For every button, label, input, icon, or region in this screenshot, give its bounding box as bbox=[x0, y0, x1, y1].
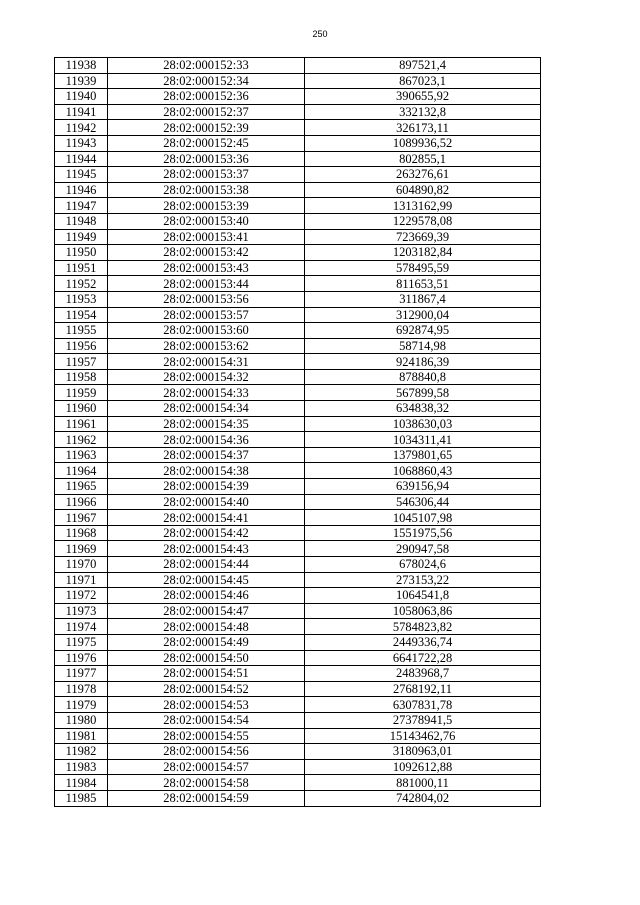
cadastral-number-cell: 28:02:000154:56 bbox=[108, 744, 305, 760]
row-number-cell: 11946 bbox=[55, 182, 108, 198]
cadastral-number-cell: 28:02:000154:50 bbox=[108, 650, 305, 666]
cadastral-number-cell: 28:02:000154:40 bbox=[108, 494, 305, 510]
value-cell: 742804,02 bbox=[305, 790, 541, 806]
value-cell: 802855,1 bbox=[305, 151, 541, 167]
cadastral-number-cell: 28:02:000153:62 bbox=[108, 338, 305, 354]
value-cell: 924186,39 bbox=[305, 354, 541, 370]
row-number-cell: 11962 bbox=[55, 432, 108, 448]
value-cell: 326173,11 bbox=[305, 120, 541, 136]
row-number-cell: 11978 bbox=[55, 681, 108, 697]
value-cell: 897521,4 bbox=[305, 58, 541, 74]
value-cell: 390655,92 bbox=[305, 89, 541, 105]
cadastral-number-cell: 28:02:000153:39 bbox=[108, 198, 305, 214]
value-cell: 604890,82 bbox=[305, 182, 541, 198]
table-row bbox=[55, 463, 541, 479]
cadastral-number-cell: 28:02:000154:41 bbox=[108, 510, 305, 526]
table-row bbox=[55, 525, 541, 541]
value-cell: 1045107,98 bbox=[305, 510, 541, 526]
row-number-cell: 11942 bbox=[55, 120, 108, 136]
row-number-cell: 11985 bbox=[55, 790, 108, 806]
table-row bbox=[55, 120, 541, 136]
cadastral-number-cell: 28:02:000153:56 bbox=[108, 291, 305, 307]
value-cell: 1038630,03 bbox=[305, 416, 541, 432]
row-number-cell: 11950 bbox=[55, 245, 108, 261]
value-cell: 27378941,5 bbox=[305, 712, 541, 728]
cadastral-number-cell: 28:02:000152:39 bbox=[108, 120, 305, 136]
table-row bbox=[55, 744, 541, 760]
value-cell: 634838,32 bbox=[305, 401, 541, 417]
cadastral-number-cell: 28:02:000154:59 bbox=[108, 790, 305, 806]
cadastral-number-cell: 28:02:000154:48 bbox=[108, 619, 305, 635]
value-cell: 1313162,99 bbox=[305, 198, 541, 214]
cadastral-number-cell: 28:02:000154:37 bbox=[108, 447, 305, 463]
table-row bbox=[55, 634, 541, 650]
row-number-cell: 11944 bbox=[55, 151, 108, 167]
cadastral-number-cell: 28:02:000154:33 bbox=[108, 385, 305, 401]
cadastral-number-cell: 28:02:000154:58 bbox=[108, 775, 305, 791]
cadastral-number-cell: 28:02:000154:46 bbox=[108, 588, 305, 604]
row-number-cell: 11964 bbox=[55, 463, 108, 479]
row-number-cell: 11966 bbox=[55, 494, 108, 510]
cadastral-number-cell: 28:02:000152:33 bbox=[108, 58, 305, 74]
value-cell: 578495,59 bbox=[305, 260, 541, 276]
value-cell: 2768192,11 bbox=[305, 681, 541, 697]
row-number-cell: 11973 bbox=[55, 603, 108, 619]
row-number-cell: 11969 bbox=[55, 541, 108, 557]
value-cell: 290947,58 bbox=[305, 541, 541, 557]
cadastral-number-cell: 28:02:000154:34 bbox=[108, 401, 305, 417]
cadastral-number-cell: 28:02:000154:35 bbox=[108, 416, 305, 432]
cadastral-number-cell: 28:02:000154:57 bbox=[108, 759, 305, 775]
value-cell: 58714,98 bbox=[305, 338, 541, 354]
row-number-cell: 11957 bbox=[55, 354, 108, 370]
cadastral-number-cell: 28:02:000154:55 bbox=[108, 728, 305, 744]
cadastral-number-cell: 28:02:000153:57 bbox=[108, 307, 305, 323]
value-cell: 1092612,88 bbox=[305, 759, 541, 775]
table-row bbox=[55, 494, 541, 510]
table-row bbox=[55, 666, 541, 682]
table-row bbox=[55, 354, 541, 370]
table-row bbox=[55, 697, 541, 713]
row-number-cell: 11943 bbox=[55, 135, 108, 151]
cadastral-number-cell: 28:02:000154:47 bbox=[108, 603, 305, 619]
row-number-cell: 11979 bbox=[55, 697, 108, 713]
row-number-cell: 11968 bbox=[55, 525, 108, 541]
value-cell: 867023,1 bbox=[305, 73, 541, 89]
row-number-cell: 11980 bbox=[55, 712, 108, 728]
table-row bbox=[55, 182, 541, 198]
row-number-cell: 11951 bbox=[55, 260, 108, 276]
value-cell: 639156,94 bbox=[305, 479, 541, 495]
value-cell: 5784823,82 bbox=[305, 619, 541, 635]
cadastral-number-cell: 28:02:000153:40 bbox=[108, 213, 305, 229]
value-cell: 567899,58 bbox=[305, 385, 541, 401]
row-number-cell: 11949 bbox=[55, 229, 108, 245]
row-number-cell: 11948 bbox=[55, 213, 108, 229]
cadastral-number-cell: 28:02:000154:32 bbox=[108, 369, 305, 385]
cadastral-number-cell: 28:02:000154:45 bbox=[108, 572, 305, 588]
row-number-cell: 11981 bbox=[55, 728, 108, 744]
cadastral-number-cell: 28:02:000153:38 bbox=[108, 182, 305, 198]
cadastral-number-cell: 28:02:000153:36 bbox=[108, 151, 305, 167]
row-number-cell: 11940 bbox=[55, 89, 108, 105]
table-row bbox=[55, 447, 541, 463]
row-number-cell: 11955 bbox=[55, 323, 108, 339]
cadastral-number-cell: 28:02:000152:36 bbox=[108, 89, 305, 105]
value-cell: 6307831,78 bbox=[305, 697, 541, 713]
row-number-cell: 11965 bbox=[55, 479, 108, 495]
row-number-cell: 11953 bbox=[55, 291, 108, 307]
page-number: 250 bbox=[312, 29, 328, 39]
table-row bbox=[55, 89, 541, 105]
table-row bbox=[55, 229, 541, 245]
cadastral-number-cell: 28:02:000152:37 bbox=[108, 104, 305, 120]
cadastral-number-cell: 28:02:000154:44 bbox=[108, 557, 305, 573]
value-cell: 2449336,74 bbox=[305, 634, 541, 650]
table-row bbox=[55, 432, 541, 448]
row-number-cell: 11961 bbox=[55, 416, 108, 432]
table-row bbox=[55, 291, 541, 307]
row-number-cell: 11952 bbox=[55, 276, 108, 292]
row-number-cell: 11983 bbox=[55, 759, 108, 775]
value-cell: 263276,61 bbox=[305, 167, 541, 183]
value-cell: 878840,8 bbox=[305, 369, 541, 385]
cadastral-number-cell: 28:02:000152:34 bbox=[108, 73, 305, 89]
cadastral-number-cell: 28:02:000154:52 bbox=[108, 681, 305, 697]
table-row bbox=[55, 151, 541, 167]
cadastral-number-cell: 28:02:000154:43 bbox=[108, 541, 305, 557]
cadastral-number-cell: 28:02:000153:37 bbox=[108, 167, 305, 183]
table-row bbox=[55, 338, 541, 354]
table-row bbox=[55, 213, 541, 229]
cadastral-number-cell: 28:02:000153:42 bbox=[108, 245, 305, 261]
table-row bbox=[55, 416, 541, 432]
value-cell: 311867,4 bbox=[305, 291, 541, 307]
table-row bbox=[55, 650, 541, 666]
row-number-cell: 11974 bbox=[55, 619, 108, 635]
row-number-cell: 11963 bbox=[55, 447, 108, 463]
table-row bbox=[55, 135, 541, 151]
value-cell: 273153,22 bbox=[305, 572, 541, 588]
table-row bbox=[55, 260, 541, 276]
cadastral-number-cell: 28:02:000152:45 bbox=[108, 135, 305, 151]
cadastral-number-cell: 28:02:000153:41 bbox=[108, 229, 305, 245]
row-number-cell: 11941 bbox=[55, 104, 108, 120]
cadastral-number-cell: 28:02:000154:54 bbox=[108, 712, 305, 728]
value-cell: 312900,04 bbox=[305, 307, 541, 323]
table-row bbox=[55, 198, 541, 214]
table-row bbox=[55, 541, 541, 557]
row-number-cell: 11939 bbox=[55, 73, 108, 89]
table-row bbox=[55, 603, 541, 619]
cadastral-number-cell: 28:02:000154:53 bbox=[108, 697, 305, 713]
value-cell: 1068860,43 bbox=[305, 463, 541, 479]
row-number-cell: 11975 bbox=[55, 634, 108, 650]
row-number-cell: 11938 bbox=[55, 58, 108, 74]
row-number-cell: 11960 bbox=[55, 401, 108, 417]
value-cell: 723669,39 bbox=[305, 229, 541, 245]
row-number-cell: 11970 bbox=[55, 557, 108, 573]
table-row bbox=[55, 307, 541, 323]
row-number-cell: 11945 bbox=[55, 167, 108, 183]
row-number-cell: 11982 bbox=[55, 744, 108, 760]
table-row bbox=[55, 572, 541, 588]
table-row bbox=[55, 245, 541, 261]
cadastral-number-cell: 28:02:000153:44 bbox=[108, 276, 305, 292]
table-row bbox=[55, 510, 541, 526]
table-row bbox=[55, 775, 541, 791]
table-row bbox=[55, 681, 541, 697]
table-row bbox=[55, 479, 541, 495]
table-row bbox=[55, 385, 541, 401]
value-cell: 1089936,52 bbox=[305, 135, 541, 151]
value-cell: 881000,11 bbox=[305, 775, 541, 791]
row-number-cell: 11972 bbox=[55, 588, 108, 604]
cadastral-number-cell: 28:02:000154:51 bbox=[108, 666, 305, 682]
table-row bbox=[55, 276, 541, 292]
row-number-cell: 11959 bbox=[55, 385, 108, 401]
table-row bbox=[55, 557, 541, 573]
table-row bbox=[55, 588, 541, 604]
cadastral-number-cell: 28:02:000154:36 bbox=[108, 432, 305, 448]
cadastral-number-cell: 28:02:000154:42 bbox=[108, 525, 305, 541]
cadastral-number-cell: 28:02:000153:60 bbox=[108, 323, 305, 339]
value-cell: 1064541,8 bbox=[305, 588, 541, 604]
value-cell: 692874,95 bbox=[305, 323, 541, 339]
value-cell: 1203182,84 bbox=[305, 245, 541, 261]
table-row bbox=[55, 323, 541, 339]
value-cell: 1058063,86 bbox=[305, 603, 541, 619]
row-number-cell: 11971 bbox=[55, 572, 108, 588]
row-number-cell: 11954 bbox=[55, 307, 108, 323]
row-number-cell: 11977 bbox=[55, 666, 108, 682]
table-row bbox=[55, 619, 541, 635]
row-number-cell: 11947 bbox=[55, 198, 108, 214]
table-row bbox=[55, 401, 541, 417]
value-cell: 546306,44 bbox=[305, 494, 541, 510]
cadastral-number-cell: 28:02:000154:39 bbox=[108, 479, 305, 495]
value-cell: 1034311,41 bbox=[305, 432, 541, 448]
row-number-cell: 11956 bbox=[55, 338, 108, 354]
row-number-cell: 11958 bbox=[55, 369, 108, 385]
table-body bbox=[55, 58, 541, 807]
value-cell: 332132,8 bbox=[305, 104, 541, 120]
value-cell: 1379801,65 bbox=[305, 447, 541, 463]
table-row bbox=[55, 790, 541, 806]
table-row bbox=[55, 369, 541, 385]
value-cell: 1229578,08 bbox=[305, 213, 541, 229]
value-cell: 678024,6 bbox=[305, 557, 541, 573]
table-row bbox=[55, 712, 541, 728]
value-cell: 1551975,56 bbox=[305, 525, 541, 541]
value-cell: 6641722,28 bbox=[305, 650, 541, 666]
row-number-cell: 11967 bbox=[55, 510, 108, 526]
value-cell: 3180963,01 bbox=[305, 744, 541, 760]
cadastral-value-table bbox=[54, 57, 541, 807]
table-row bbox=[55, 728, 541, 744]
cadastral-number-cell: 28:02:000154:31 bbox=[108, 354, 305, 370]
value-cell: 2483968,7 bbox=[305, 666, 541, 682]
cadastral-number-cell: 28:02:000153:43 bbox=[108, 260, 305, 276]
row-number-cell: 11976 bbox=[55, 650, 108, 666]
table-row bbox=[55, 759, 541, 775]
table-row bbox=[55, 73, 541, 89]
table-row bbox=[55, 58, 541, 74]
row-number-cell: 11984 bbox=[55, 775, 108, 791]
value-cell: 811653,51 bbox=[305, 276, 541, 292]
cadastral-number-cell: 28:02:000154:49 bbox=[108, 634, 305, 650]
cadastral-number-cell: 28:02:000154:38 bbox=[108, 463, 305, 479]
table-row bbox=[55, 104, 541, 120]
value-cell: 15143462,76 bbox=[305, 728, 541, 744]
table-row bbox=[55, 167, 541, 183]
